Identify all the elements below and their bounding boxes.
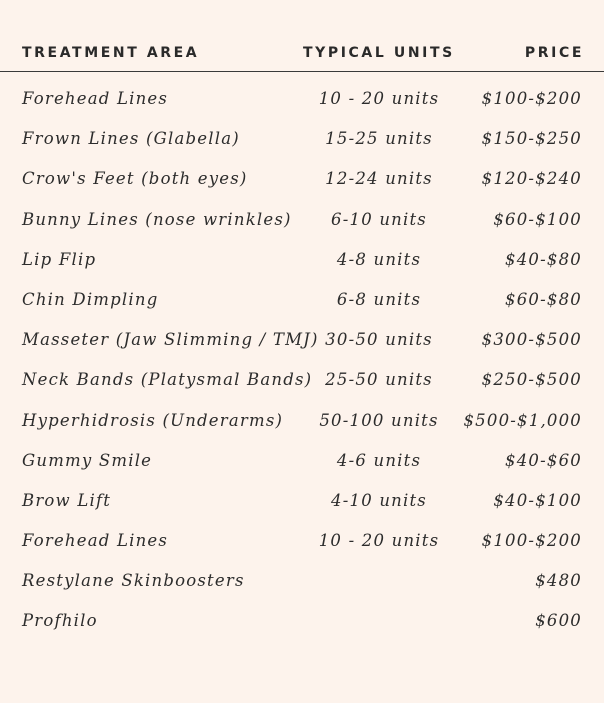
typical-units-cell: 10 - 20 units (318, 89, 440, 108)
table-row (0, 201, 604, 241)
price-cell: $100-$200 (481, 89, 582, 108)
typical-units-cell: 4-8 units (336, 249, 422, 269)
treatment-area-cell: Bunny Lines (nose wrinkles) (22, 209, 292, 229)
table-row (0, 120, 604, 160)
typical-units-cell: 10 - 20 units (318, 531, 440, 551)
typical-units-cell: 30-50 units (325, 330, 433, 350)
table-row (0, 160, 604, 200)
table-row (0, 562, 604, 602)
price-cell: $480 (535, 571, 582, 591)
treatment-area-cell: Crow's Feet (both eyes) (22, 169, 248, 189)
price-cell: $150-$250 (481, 129, 582, 149)
typical-units-cell: 6-10 units (331, 209, 427, 229)
treatment-area-cell: Brow Lift (22, 490, 112, 510)
header-treatment-area: TREATMENT AREA (22, 45, 200, 61)
typical-units-cell: 25-50 units (325, 370, 433, 390)
table-row (0, 361, 604, 401)
price-cell: $60-$100 (493, 209, 582, 229)
price-cell: $300-$500 (481, 330, 582, 350)
typical-units-cell: 6-8 units (336, 289, 422, 309)
table-row (0, 321, 604, 361)
table-row (0, 442, 604, 482)
price-cell: $100-$200 (481, 531, 582, 551)
treatment-area-cell: Restylane Skinboosters (22, 571, 245, 591)
price-cell: $40-$100 (493, 490, 582, 510)
treatment-area-cell: Neck Bands (Platysmal Bands) (22, 370, 313, 390)
table-row (0, 482, 604, 522)
treatment-area-cell: Masseter (Jaw Slimming / TMJ) (22, 330, 319, 350)
treatment-area-cell: Chin Dimpling (22, 289, 159, 309)
treatment-area-cell: Forehead Lines (22, 89, 169, 108)
price-cell: $250-$500 (481, 370, 582, 390)
table-row (0, 522, 604, 562)
table-body (0, 80, 604, 643)
table-row (0, 241, 604, 281)
price-cell: $40-$60 (505, 450, 582, 470)
price-cell: $40-$80 (505, 249, 582, 269)
treatment-area-cell: Frown Lines (Glabella) (22, 129, 240, 149)
typical-units-cell: 50-100 units (319, 410, 439, 430)
treatment-area-cell: Forehead Lines (22, 531, 169, 551)
price-cell: $120-$240 (481, 169, 582, 189)
header-price: PRICE (524, 45, 584, 61)
table-header (0, 0, 604, 72)
treatment-area-cell: Gummy Smile (22, 450, 153, 470)
table-row (0, 281, 604, 321)
price-cell: $600 (535, 611, 582, 631)
table-row (0, 402, 604, 442)
price-cell: $60-$80 (505, 289, 582, 309)
table-row (0, 80, 604, 120)
header-typical-units: TYPICAL UNITS (303, 45, 455, 61)
price-cell: $500-$1,000 (463, 410, 582, 430)
typical-units-cell: 12-24 units (325, 169, 433, 189)
treatment-area-cell: Profhilo (22, 611, 98, 631)
treatment-area-cell: Hyperhidrosis (Underarms) (22, 410, 284, 430)
typical-units-cell: 4-6 units (336, 450, 422, 470)
table-row (0, 602, 604, 642)
typical-units-cell: 15-25 units (325, 129, 433, 149)
treatment-area-cell: Lip Flip (22, 249, 97, 269)
typical-units-cell: 4-10 units (331, 490, 427, 510)
